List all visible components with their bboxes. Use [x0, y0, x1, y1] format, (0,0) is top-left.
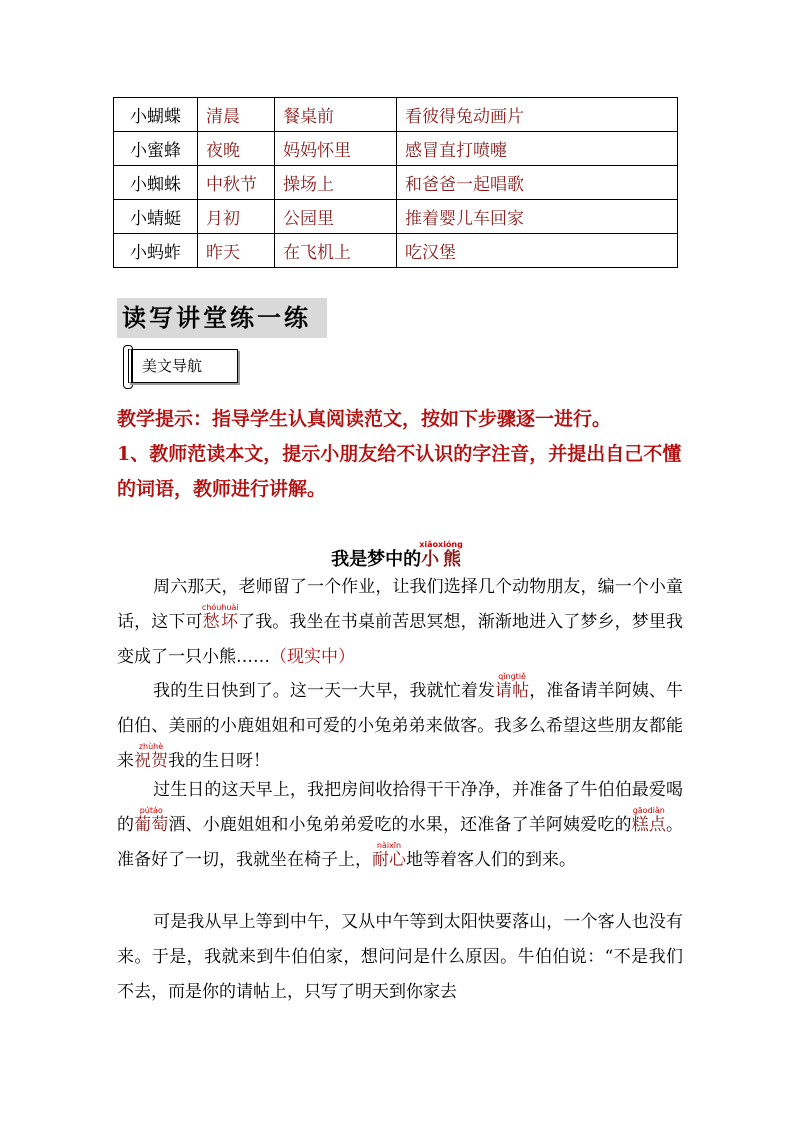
story-title — [0, 540, 794, 571]
table-cell: 看彼得兔动画片 — [397, 98, 678, 132]
table-cell: 小蜜蜂 — [114, 132, 198, 166]
teaching-hint: 教学提示：指导学生认真阅读范文，按如下步骤逐一进行。 — [117, 408, 612, 430]
teaching-step-1: 1、教师范读本文，提示小朋友给不认识的字注音，并提出自己不懂的词语，教师进行讲解。 — [117, 443, 682, 500]
table-cell: 感冒直打喷嚏 — [397, 132, 678, 166]
table-cell: 小蜘蛛 — [114, 166, 198, 200]
table-row — [114, 234, 678, 268]
table-cell: 在飞机上 — [275, 234, 397, 268]
annotated-word: 祝贺zhùhè — [134, 742, 168, 771]
annotated-word: 请帖qǐngtiě — [495, 672, 530, 701]
table-row — [114, 132, 678, 166]
table-cell: 妈妈怀里 — [275, 132, 397, 166]
table-cell: 餐桌前 — [275, 98, 397, 132]
annotated-word: 愁坏chóuhuài — [201, 603, 239, 632]
story-paragraph-2: 我的生日快到了。这一天一大早，我就忙着发请帖qǐngtiě，准备请羊阿姨、牛伯伯、美丽的小鹿姐姐和可爱的小兔弟弟来做客。我多么希望这些朋友都能来祝贺zhùhè我的生日呀！ — [117, 672, 684, 771]
table-cell: 公园里 — [275, 200, 397, 234]
title-word: 小熊xiǎoxióng — [419, 540, 463, 570]
table-row — [114, 200, 678, 234]
story-paragraph-1: 周六那天，老师留了一个作业，让我们选择几个动物朋友，编一个小童话，这下可愁坏chóuhuài了我。我坐在书桌前苦思冥想，渐渐地进入了梦乡，梦里我变成了一只小熊……（现实中） — [117, 577, 684, 667]
table-cell: 夜晚 — [198, 132, 275, 166]
reality-note: （现实中） — [270, 647, 355, 667]
scroll-label: 美文导航 — [128, 349, 238, 383]
table-cell: 推着婴儿车回家 — [397, 200, 678, 234]
story-paragraph-4: 可是我从早上等到中午，又从中午等到太阳快要落山，一个客人也没有来。于是，我就来到牛伯伯家，想问问是什么原因。牛伯伯说：“不是我们不去，而是你的请帖上，只写了明天到你家去 — [117, 912, 683, 1002]
table-row — [114, 98, 678, 132]
table-row — [114, 166, 678, 200]
annotated-word: 耐心nàixīn — [372, 841, 406, 870]
table-cell: 小蜻蜓 — [114, 200, 198, 234]
annotated-word: 糕点gāodiǎn — [631, 806, 666, 835]
table-cell: 操场上 — [275, 166, 397, 200]
table-cell: 小蝴蝶 — [114, 98, 198, 132]
section-banner: 读写讲堂练一练 — [117, 298, 327, 338]
table-cell: 和爸爸一起唱歌 — [397, 166, 678, 200]
annotated-word: 葡萄pútáo — [134, 806, 169, 835]
table-cell: 小蚂蚱 — [114, 234, 198, 268]
table-cell: 吃汉堡 — [397, 234, 678, 268]
table-cell: 清晨 — [198, 98, 275, 132]
table-cell: 中秋节 — [198, 166, 275, 200]
table-cell: 昨天 — [198, 234, 275, 268]
word-table — [113, 97, 678, 268]
story-paragraph-3: 过生日的这天早上，我把房间收拾得干干净净，并准备了牛伯伯最爱喝的葡萄pútáo酒、小鹿姐姐和小兔弟弟爱吃的水果，还准备了羊阿姨爱吃的糕点gāodiǎn。准备好了一切，我就坐在椅子上，耐心nàixīn地等着客人们的到来。 — [117, 780, 683, 870]
story-title-prefix: 我是梦中的 — [331, 549, 422, 570]
table-cell: 月初 — [198, 200, 275, 234]
